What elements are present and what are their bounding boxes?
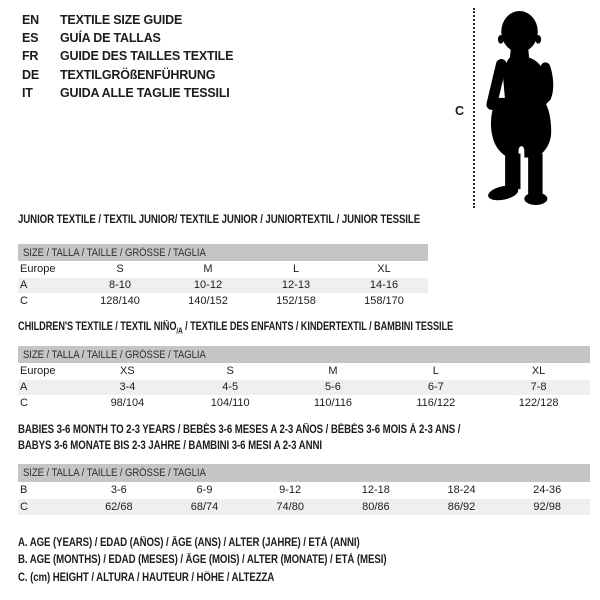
children-title-post: / TEXTILE DES ENFANTS / KINDERTEXTIL / BAMBINI TESSILE xyxy=(182,321,454,333)
table-row xyxy=(18,380,590,396)
table-cell: XL xyxy=(377,263,391,276)
language-title: GUIDA ALLE TAGLIE TESSILI xyxy=(60,85,230,100)
table-cell: 18-24 xyxy=(447,484,476,497)
table-cell: 12-18 xyxy=(361,484,390,497)
language-row-it xyxy=(22,84,233,102)
table-cell: L xyxy=(292,263,300,276)
footnote-a xyxy=(18,534,457,552)
size-header-text: SIZE / TALLA / TAILLE / GRÖSSE / TAGLIA xyxy=(23,348,206,361)
table-cell: 10-12 xyxy=(193,279,223,292)
table-cell: 14-16 xyxy=(369,279,399,292)
language-row-fr xyxy=(22,47,233,65)
table-cell: 6-9 xyxy=(196,484,213,497)
table-cell: 5-6 xyxy=(325,381,341,394)
table-cell: 62/68 xyxy=(105,500,133,513)
table-cell: M xyxy=(328,365,338,378)
table-row xyxy=(18,499,590,516)
language-title: GUIDE DES TAILLES TEXTILE xyxy=(60,49,234,64)
language-code: IT xyxy=(22,85,33,100)
toddler-silhouette-icon xyxy=(484,7,580,209)
size-header-bar xyxy=(18,346,590,363)
table-cell: 110/116 xyxy=(313,397,353,410)
row-label: Europe xyxy=(20,263,56,276)
table-cell: 6-7 xyxy=(427,381,444,394)
table-cell: 98/104 xyxy=(110,397,145,410)
language-title: TEXTILGRÖßENFÜHRUNG xyxy=(60,67,216,82)
language-code: EN xyxy=(22,13,39,28)
table-cell: 80/86 xyxy=(362,500,390,513)
children-table-title-text xyxy=(18,321,453,335)
height-measure-label: C xyxy=(455,104,465,118)
size-header-bar xyxy=(18,244,428,261)
table-cell: 74/80 xyxy=(276,500,304,513)
language-row-de xyxy=(22,66,233,84)
language-row-es xyxy=(22,29,233,47)
language-title: GUÍA DE TALLAS xyxy=(60,31,161,46)
junior-table-title xyxy=(18,214,497,226)
children-title-sub: /A xyxy=(176,326,183,336)
table-cell: 104/110 xyxy=(210,397,250,410)
babies-table-title xyxy=(18,423,545,454)
table-cell: XL xyxy=(531,365,546,378)
junior-size-table xyxy=(18,244,428,310)
table-cell: 86/92 xyxy=(447,500,476,513)
language-code: ES xyxy=(22,31,39,46)
language-row-en xyxy=(22,11,233,29)
footnote-c-text: C. (cm) HEIGHT / ALTURA / HAUTEUR / HÖHE / ALTEZZA xyxy=(18,571,275,584)
table-row xyxy=(18,363,590,380)
table-cell: 3-4 xyxy=(119,381,136,394)
table-cell: 7-8 xyxy=(530,381,547,394)
children-size-table xyxy=(18,346,590,412)
row-label: C xyxy=(20,500,28,513)
table-cell: 12-13 xyxy=(281,279,311,292)
babies-title-line1: BABIES 3-6 MONTH TO 2-3 YEARS / BEBÉS 3-6 MESES A 2-3 AÑOS / BÉBÉS 3-6 MOIS À 2-3 ANS / xyxy=(18,424,461,436)
table-cell: XS xyxy=(120,365,135,378)
row-label: B xyxy=(20,484,28,497)
table-cell: 4-5 xyxy=(222,381,239,394)
row-label: A xyxy=(20,381,28,394)
table-cell: 128/140 xyxy=(100,295,140,308)
table-cell: 152/158 xyxy=(276,295,316,308)
footnote-b xyxy=(18,552,457,570)
footnote-c xyxy=(18,569,457,587)
language-code: FR xyxy=(22,49,39,64)
table-cell: M xyxy=(203,263,213,276)
table-cell: 3-6 xyxy=(110,484,127,497)
table-row xyxy=(18,278,428,294)
junior-table-title-text: JUNIOR TEXTILE / TEXTIL JUNIOR/ TEXTILE JUNIOR / JUNIORTEXTIL / JUNIOR TESSILE xyxy=(18,214,421,226)
babies-title-line2: BABYS 3-6 MONATE BIS 2-3 JAHRE / BAMBINI 3-6 MESI A 2-3 ANNI xyxy=(18,439,322,452)
table-row xyxy=(18,395,590,412)
children-table-title xyxy=(18,321,562,335)
table-cell: 9-12 xyxy=(279,484,302,497)
row-label: Europe xyxy=(20,365,56,378)
table-row xyxy=(18,261,428,278)
babies-size-table xyxy=(18,464,590,515)
table-cell: 8-10 xyxy=(108,279,132,292)
row-label: C xyxy=(20,295,28,308)
language-title: TEXTILE SIZE GUIDE xyxy=(60,13,183,28)
table-cell: S xyxy=(116,263,124,276)
footnote-b-text: B. AGE (MONTHS) / EDAD (MESES) / ÂGE (MOIS) / ALTER (MONATE) / ETÀ (MESI) xyxy=(18,554,387,567)
table-row xyxy=(18,293,428,310)
height-dotted-line xyxy=(473,8,475,208)
table-cell: 122/128 xyxy=(518,397,559,410)
table-cell: S xyxy=(226,365,234,378)
size-header-text: SIZE / TALLA / TAILLE / GRÖSSE / TAGLIA xyxy=(23,467,206,479)
row-label: A xyxy=(20,279,28,292)
children-title-pre: CHILDREN'S TEXTILE / TEXTIL NIÑO xyxy=(18,321,177,333)
language-title-list xyxy=(22,11,233,102)
table-cell: 92/98 xyxy=(533,500,561,513)
footnote-a-text: A. AGE (YEARS) / EDAD (AÑOS) / ÂGE (ANS) / ALTER (JAHRE) / ETÀ (ANNI) xyxy=(18,536,360,549)
size-header-text: SIZE / TALLA / TAILLE / GRÖSSE / TAGLIA xyxy=(23,246,206,259)
table-cell: 116/122 xyxy=(416,397,456,410)
table-row xyxy=(18,482,590,499)
table-cell: 158/170 xyxy=(364,295,404,308)
language-code: DE xyxy=(22,67,39,82)
table-cell: L xyxy=(432,365,439,378)
row-label: C xyxy=(20,397,28,410)
table-cell: 68/74 xyxy=(190,500,219,513)
table-cell: 140/152 xyxy=(188,295,228,308)
table-cell: 24-36 xyxy=(533,484,562,497)
footnote-legend xyxy=(18,534,457,587)
size-header-bar xyxy=(18,464,590,482)
